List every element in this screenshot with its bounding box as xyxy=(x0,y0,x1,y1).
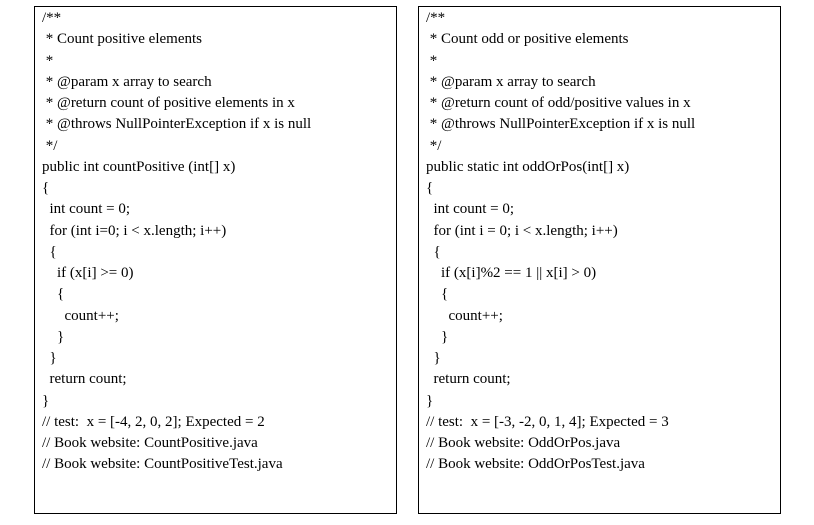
code-line: } xyxy=(426,328,449,345)
code-line: * @return count of positive elements in x xyxy=(42,95,295,111)
code-line: } xyxy=(426,392,434,409)
book-website-line: // Book website: CountPositiveTest.java xyxy=(42,456,283,473)
code-line: * @throws NullPointerException if x is null xyxy=(42,116,312,133)
code-line: * Count odd or positive elements xyxy=(426,31,629,48)
code-line: if (x[i]%2 == 1 || x[i] > 0) xyxy=(426,265,597,281)
code-line: * @param x array to search xyxy=(426,73,596,90)
code-panel-count-positive xyxy=(34,6,397,514)
code-line: if (x[i] >= 0) xyxy=(42,265,134,281)
code-line: } xyxy=(42,350,57,366)
code-line: public int countPositive (int[] x) xyxy=(42,158,236,175)
code-block xyxy=(42,8,394,476)
book-website-line: // Book website: CountPositive.java xyxy=(42,435,258,451)
code-line: int count = 0; xyxy=(426,201,515,218)
code-line: for (int i = 0; i < x.length; i++) xyxy=(426,222,618,239)
code-block xyxy=(426,8,778,476)
code-line: { xyxy=(42,286,65,303)
code-panel-odd-or-pos xyxy=(418,6,781,514)
code-line: return count; xyxy=(42,371,127,388)
code-line: */ xyxy=(426,137,442,154)
book-website-line: // Book website: OddOrPos.java xyxy=(426,435,621,451)
code-line: return count; xyxy=(426,371,511,388)
code-line: * @param x array to search xyxy=(42,73,212,90)
code-line: { xyxy=(42,180,50,196)
code-line: count++; xyxy=(426,307,503,324)
code-line: */ xyxy=(42,137,58,154)
code-line: { xyxy=(426,243,441,260)
code-line: * xyxy=(426,52,438,69)
code-line: * xyxy=(42,52,54,69)
code-line: * @throws NullPointerException if x is null xyxy=(426,116,696,133)
code-line: for (int i=0; i < x.length; i++) xyxy=(42,222,227,239)
code-line: { xyxy=(426,180,434,196)
code-line: int count = 0; xyxy=(42,201,131,218)
code-line: count++; xyxy=(42,307,119,324)
test-comment-line: // test: x = [-3, -2, 0, 1, 4]; Expected = 3 xyxy=(426,413,669,430)
code-line: * @return count of odd/positive values in x xyxy=(426,95,691,111)
code-line: * Count positive elements xyxy=(42,31,202,48)
code-line: } xyxy=(426,350,441,366)
code-line: /** xyxy=(42,10,62,26)
test-comment-line: // test: x = [-4, 2, 0, 2]; Expected = 2 xyxy=(42,413,265,430)
code-line: } xyxy=(42,392,50,409)
code-line: /** xyxy=(426,10,446,26)
code-line: } xyxy=(42,328,65,345)
code-line: { xyxy=(42,243,57,260)
code-line: { xyxy=(426,286,449,303)
book-website-line: // Book website: OddOrPosTest.java xyxy=(426,456,645,473)
code-line: public static int oddOrPos(int[] x) xyxy=(426,158,630,175)
